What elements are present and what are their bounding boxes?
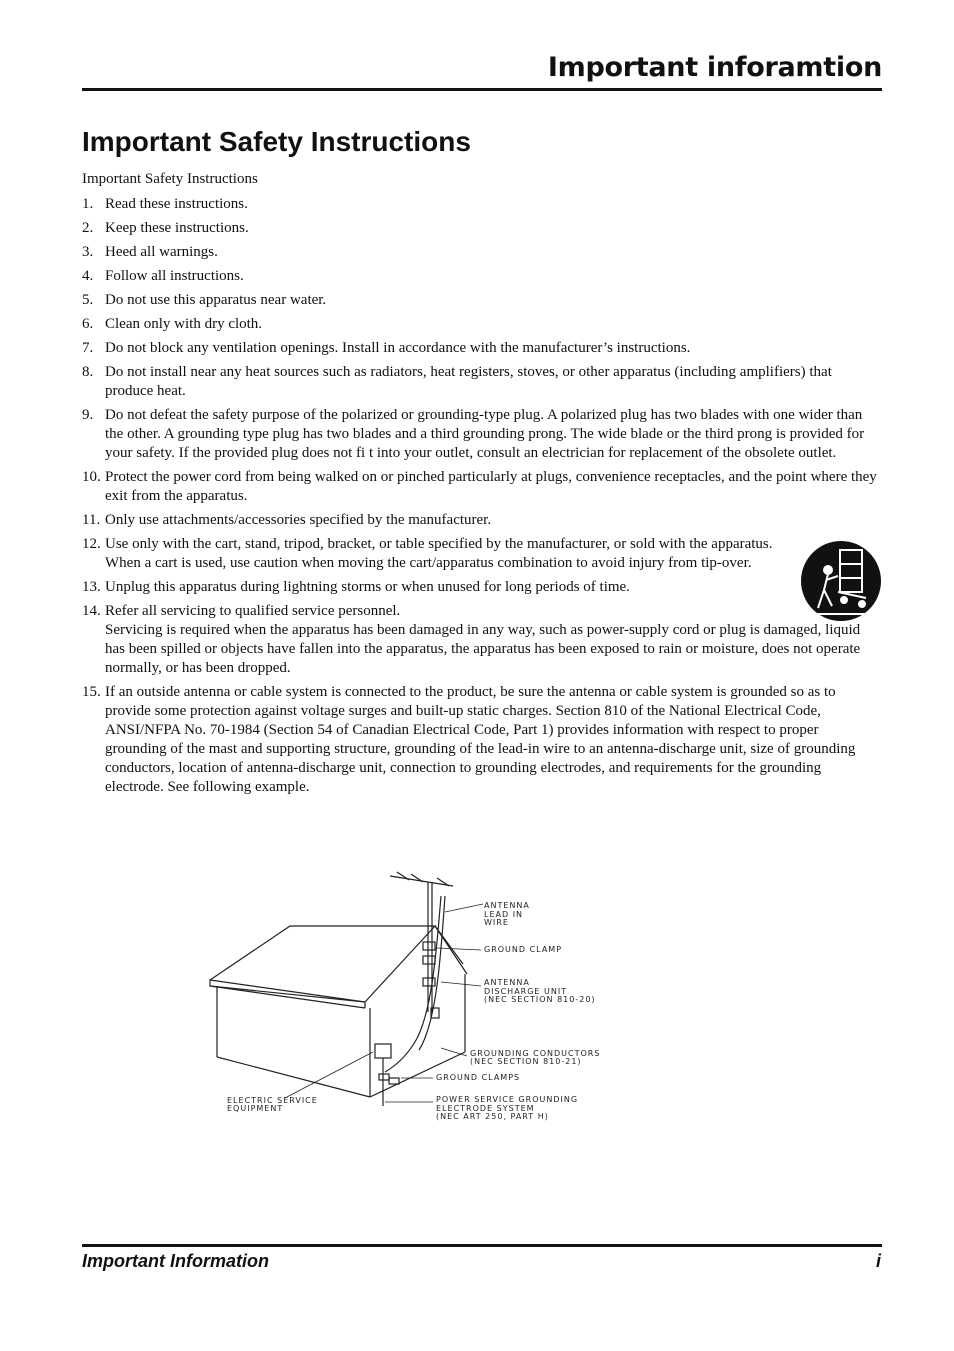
header-title: Important inforamtion <box>547 52 882 83</box>
cart-tip-over-warning-icon <box>800 540 882 622</box>
page-number: i <box>875 1251 881 1271</box>
svg-text:(NEC SECTION 810-21): (NEC SECTION 810-21) <box>470 1057 582 1066</box>
label-antenna-lead: ANTENNA <box>484 901 530 910</box>
svg-text:LEAD IN: LEAD IN <box>484 910 524 919</box>
page-title: Important Safety Instructions <box>82 126 471 157</box>
list-item: 1. Read these instructions. <box>82 196 248 212</box>
svg-text:(NEC SECTION 810-20): (NEC SECTION 810-20) <box>484 995 596 1004</box>
footer-rule <box>82 1244 882 1247</box>
label-power-grounding: POWER SERVICE GROUNDING <box>436 1095 579 1104</box>
intro-text: Important Safety Instructions <box>82 171 258 187</box>
svg-text:(NEC ART 250, PART H): (NEC ART 250, PART H) <box>436 1112 549 1121</box>
list-item: 8. Do not install near any heat sources such as radiators, heat registers, stoves, or other apparatus (including amplifiers) that produce heat. <box>82 364 832 399</box>
svg-text:EQUIPMENT: EQUIPMENT <box>227 1104 284 1113</box>
list-item: 2. Keep these instructions. <box>82 220 249 236</box>
label-ground-clamps: GROUND CLAMPS <box>436 1073 521 1082</box>
list-item: 7. Do not block any ventilation openings. Install in accordance with the manufacturer’s instructions. <box>82 340 691 356</box>
footer-section-title: Important Information <box>82 1251 269 1271</box>
safety-instructions-list <box>82 195 882 802</box>
label-ground-clamp: GROUND CLAMP <box>484 945 563 954</box>
label-electric-service: ELECTRIC SERVICE <box>227 1096 318 1105</box>
label-grounding-conductors: GROUNDING CONDUCTORS <box>470 1049 601 1058</box>
list-item: 10. Protect the power cord from being walked on or pinched particularly at plugs, convenience receptacles, and the point where they exit from the apparatus. <box>82 469 877 504</box>
list-item: 3. Heed all warnings. <box>82 244 218 260</box>
header-rule <box>82 88 882 91</box>
svg-text:WIRE: WIRE <box>484 918 509 927</box>
svg-text:ELECTRODE SYSTEM: ELECTRODE SYSTEM <box>436 1104 535 1113</box>
list-item: 15. If an outside antenna or cable system is connected to the product, be sure the antenna or cable system is grounded so as to provide some protection against voltage surges and built-up static charges. Section 810 of the National Electrical Code, ANSI/NFPA No. 70-1984 (Section 54 of Canadian Electrical Code, Part 1) provides information with respect to proper grounding of the mast and supporting structure, grounding of the lead-in wire to an antenna-discharge unit, size of grounding conductors, location of antenna-discharge unit, connection to grounding electrodes, and requirements for the grounding electrode. See following example. <box>82 684 856 795</box>
list-item: 9. Do not defeat the safety purpose of the polarized or grounding-type plug. A polarized plug has two blades with one wider than the other. A grounding type plug has two blades and a third grounding prong. The wide blade or the third prong is provided for your safety. If the provided plug does not fi t into your outlet, consult an electrician for replacement of the obsolete outlet. <box>82 407 865 461</box>
list-item: 11. Only use attachments/accessories specified by the manufacturer. <box>82 512 492 528</box>
list-item: 12. Use only with the cart, stand, tripod, bracket, or table specified by the manufacturer, or sold with the apparatus. When a cart is used, use caution when moving the cart/apparatus combination to avoid injury from tip-over. <box>82 536 773 571</box>
list-item: 6. Clean only with dry cloth. <box>82 316 263 332</box>
list-item: 4. Follow all instructions. <box>82 268 244 284</box>
list-item: 13. Unplug this apparatus during lightning storms or when unused for long periods of time. <box>82 579 630 595</box>
list-item: 14. Refer all servicing to qualified service personnel. Servicing is required when the apparatus has been damaged in any way, such as power-supply cord or plug is damaged, liquid has been spilled or objects have fallen into the apparatus, the apparatus has been exposed to rain or moisture, does not operate normally, or has been dropped. <box>82 602 882 678</box>
svg-text:DISCHARGE UNIT: DISCHARGE UNIT <box>484 987 568 996</box>
label-discharge-unit: ANTENNA <box>484 978 530 987</box>
antenna-grounding-diagram <box>205 862 625 1132</box>
list-item: 5. Do not use this apparatus near water. <box>82 292 327 308</box>
list-item-subtext: Servicing is required when the apparatus has been damaged in any way, such as power-supply cord or plug is damaged, liquid has been spilled or objects have fallen into the apparatus, the apparatus has been exposed to rain or moisture, does not operate normally, or has been dropped. <box>105 622 861 676</box>
